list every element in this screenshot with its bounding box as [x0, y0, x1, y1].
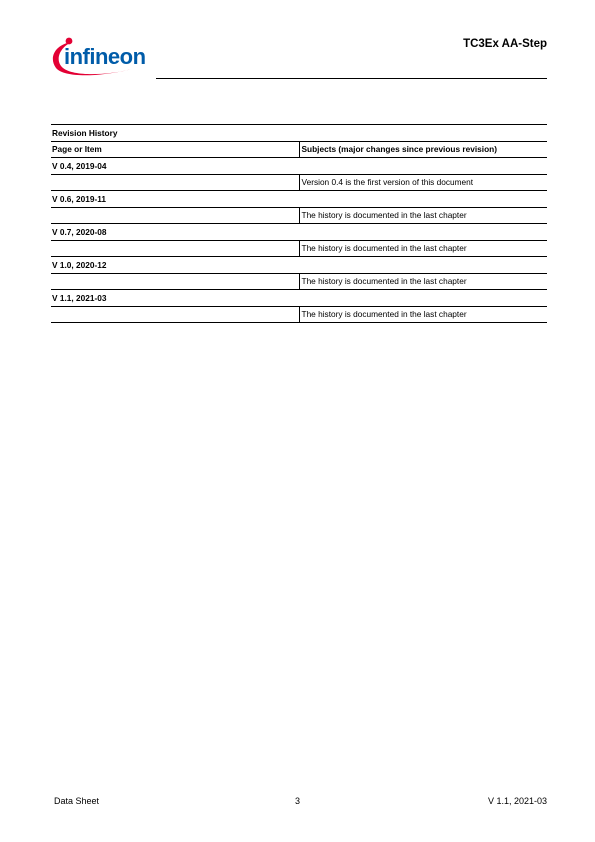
- header-divider: [156, 78, 547, 79]
- revision-history-table: [51, 124, 547, 323]
- revision-subject-row: [51, 207, 547, 224]
- revision-version: V 1.1, 2021-03: [51, 290, 547, 307]
- revision-version: V 0.7, 2020-08: [51, 224, 547, 241]
- document-title: TC3Ex AA-Step: [463, 38, 547, 50]
- revision-subject-row: [51, 240, 547, 257]
- revision-subject: Version 0.4 is the first version of this document: [299, 174, 547, 191]
- revision-page-cell: [51, 306, 299, 323]
- footer-page-number: 3: [294, 796, 300, 806]
- column-header-subjects: Subjects (major changes since previous revision): [299, 141, 547, 158]
- table-title-row: [51, 125, 547, 142]
- revision-page-cell: [51, 174, 299, 191]
- footer-doc-type: Data Sheet: [54, 796, 100, 806]
- logo-wordmark: infineon: [64, 44, 146, 69]
- revision-version-row: [51, 290, 547, 307]
- revision-version-row: [51, 158, 547, 175]
- footer-version: V 1.1, 2021-03: [487, 796, 547, 806]
- column-header-page: Page or Item: [51, 141, 299, 158]
- revision-version: V 0.4, 2019-04: [51, 158, 547, 175]
- revision-page-cell: [51, 240, 299, 257]
- revision-subject: The history is documented in the last chapter: [299, 306, 547, 323]
- revision-subject: The history is documented in the last chapter: [299, 207, 547, 224]
- table-header-row: [51, 141, 547, 158]
- revision-subject-row: [51, 273, 547, 290]
- revision-page-cell: [51, 273, 299, 290]
- revision-version: V 1.0, 2020-12: [51, 257, 547, 274]
- revision-version-row: [51, 191, 547, 208]
- table-title: Revision History: [51, 125, 547, 142]
- revision-page-cell: [51, 207, 299, 224]
- revision-version-row: [51, 257, 547, 274]
- revision-subject: The history is documented in the last chapter: [299, 240, 547, 257]
- revision-subject: The history is documented in the last chapter: [299, 273, 547, 290]
- revision-version-row: [51, 224, 547, 241]
- revision-version: V 0.6, 2019-11: [51, 191, 547, 208]
- infineon-logo: [48, 33, 158, 79]
- revision-subject-row: [51, 306, 547, 323]
- revision-subject-row: [51, 174, 547, 191]
